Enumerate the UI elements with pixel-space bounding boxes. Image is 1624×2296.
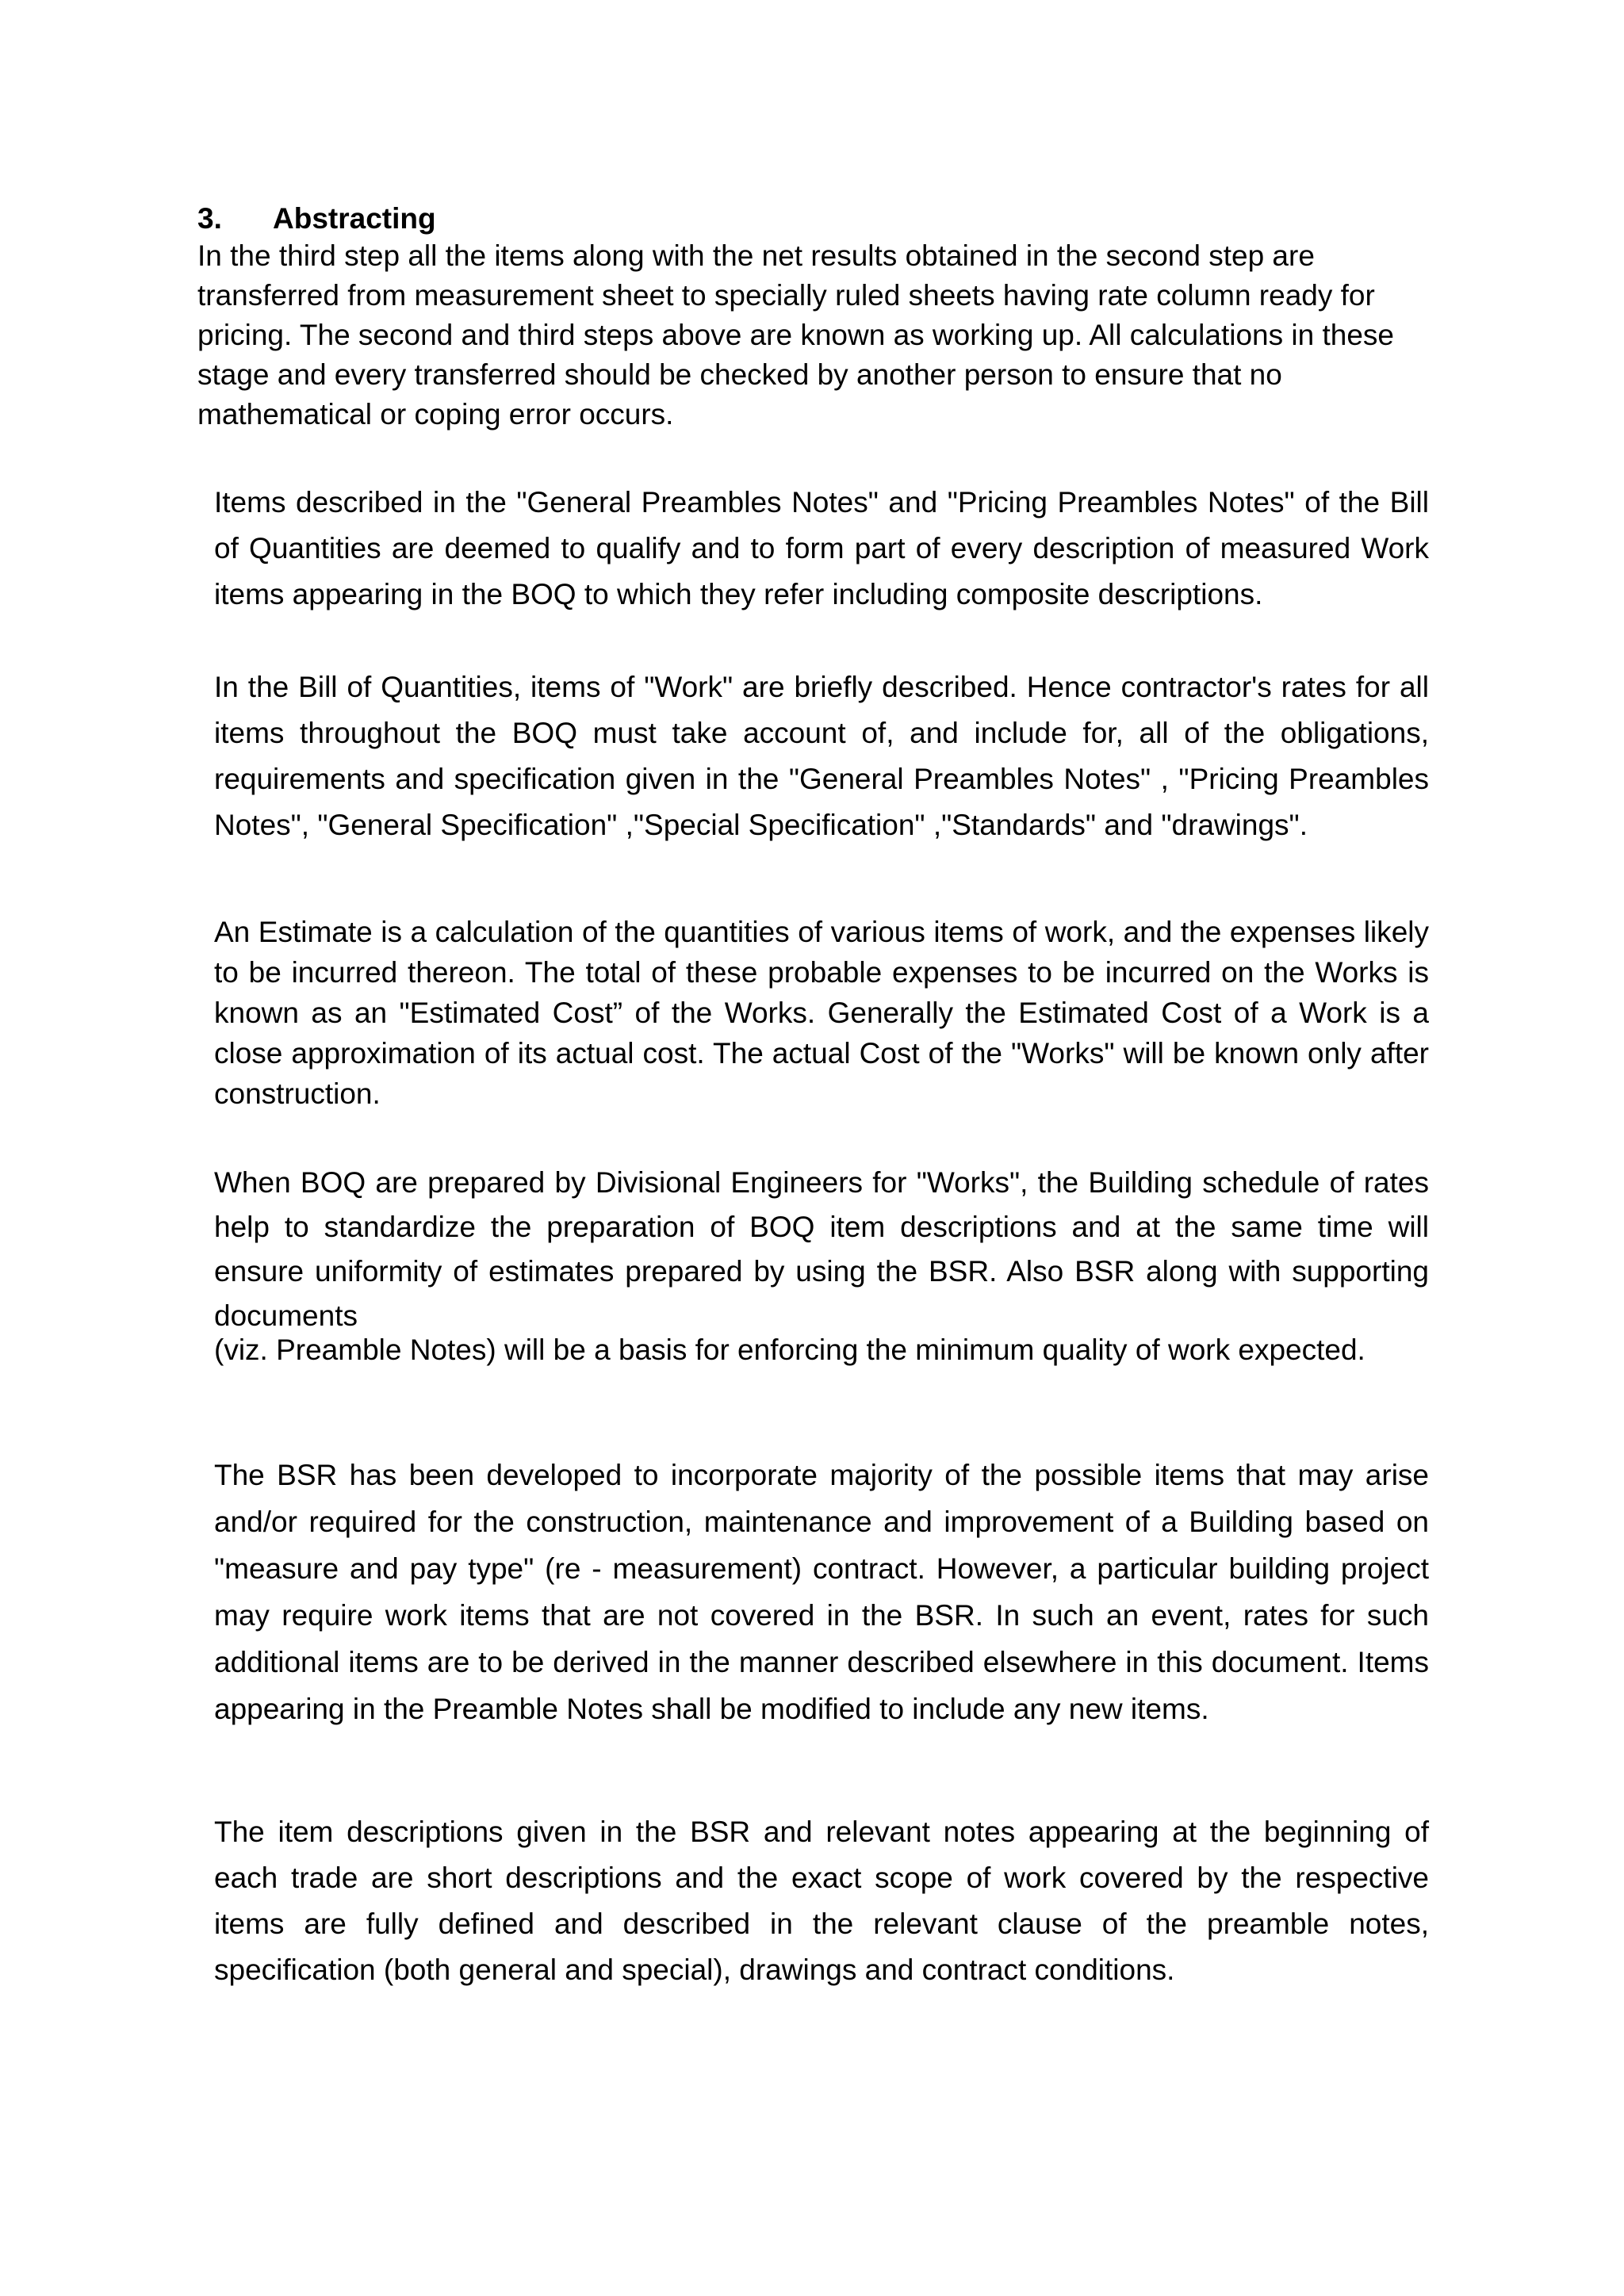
preambles-paragraph: Items described in the "General Preambles Notes" and "Pricing Preambles Notes" of the Bill of Quantities are deemed to qualify and to form part of every description of measured Work items appearing in the BOQ to which they refer including composite descriptions.	[214, 486, 1429, 610]
estimate-paragraph: An Estimate is a calculation of the quantities of various items of work, and the expenses likely to be incurred thereon. The total of these probable expenses to be incurred on the Works is known as an "Estimated Cost” of the Works. Generally the Estimated Cost of a Work is a close approximation of its actual cost. The actual Cost of the "Works" will be known only after construction.	[214, 916, 1429, 1110]
bsr-preparation-paragraph: When BOQ are prepared by Divisional Engineers for "Works", the Building schedule of rates help to standardize the preparation of BOQ item descriptions and at the same time will ensure uniformity of estimates prepared by using the BSR. Also BSR along with supporting documents	[214, 1166, 1429, 1332]
section-intro-paragraph: In the third step all the items along with the net results obtained in the second step are transferred from measurement sheet to specially ruled sheets having rate column ready for pricing. The second and third steps above are known as working up. All calculations in these stage and every transferred should be checked by another person to ensure that no mathematical or coping error occurs.	[197, 239, 1394, 430]
boq-work-paragraph: In the Bill of Quantities, items of "Work" are briefly described. Hence contractor's rates for all items throughout the BOQ must take account of, and include for, all of the obligations, requirements and specification given in the "General Preambles Notes" , "Pricing Preambles Notes", "General Specification" ,"Special Specification" ,"Standards" and "drawings".	[214, 671, 1429, 841]
item-descriptions-paragraph: The item descriptions given in the BSR and relevant notes appearing at the beginning of each trade are short descriptions and the exact scope of work covered by the respective items are fully defined and described in the relevant clause of the preamble notes, specification (both general and special), drawings and contract conditions.	[214, 1816, 1429, 1986]
bsr-developed-paragraph: The BSR has been developed to incorporate majority of the possible items that may arise and/or required for the construction, maintenance and improvement of a Building based on "measure and pay type" (re - measurement) contract. However, a particular building project may require work items that are not covered in the BSR. In such an event, rates for such additional items are to be derived in the manner described elsewhere in this document. Items appearing in the Preamble Notes shall be modified to include any new items.	[214, 1459, 1429, 1725]
section-number: 3.	[197, 202, 222, 235]
section-title: Abstracting	[273, 202, 436, 235]
bsr-preparation-continuation: (viz. Preamble Notes) will be a basis for enforcing the minimum quality of work expected.	[214, 1334, 1365, 1366]
section-heading	[197, 197, 436, 241]
